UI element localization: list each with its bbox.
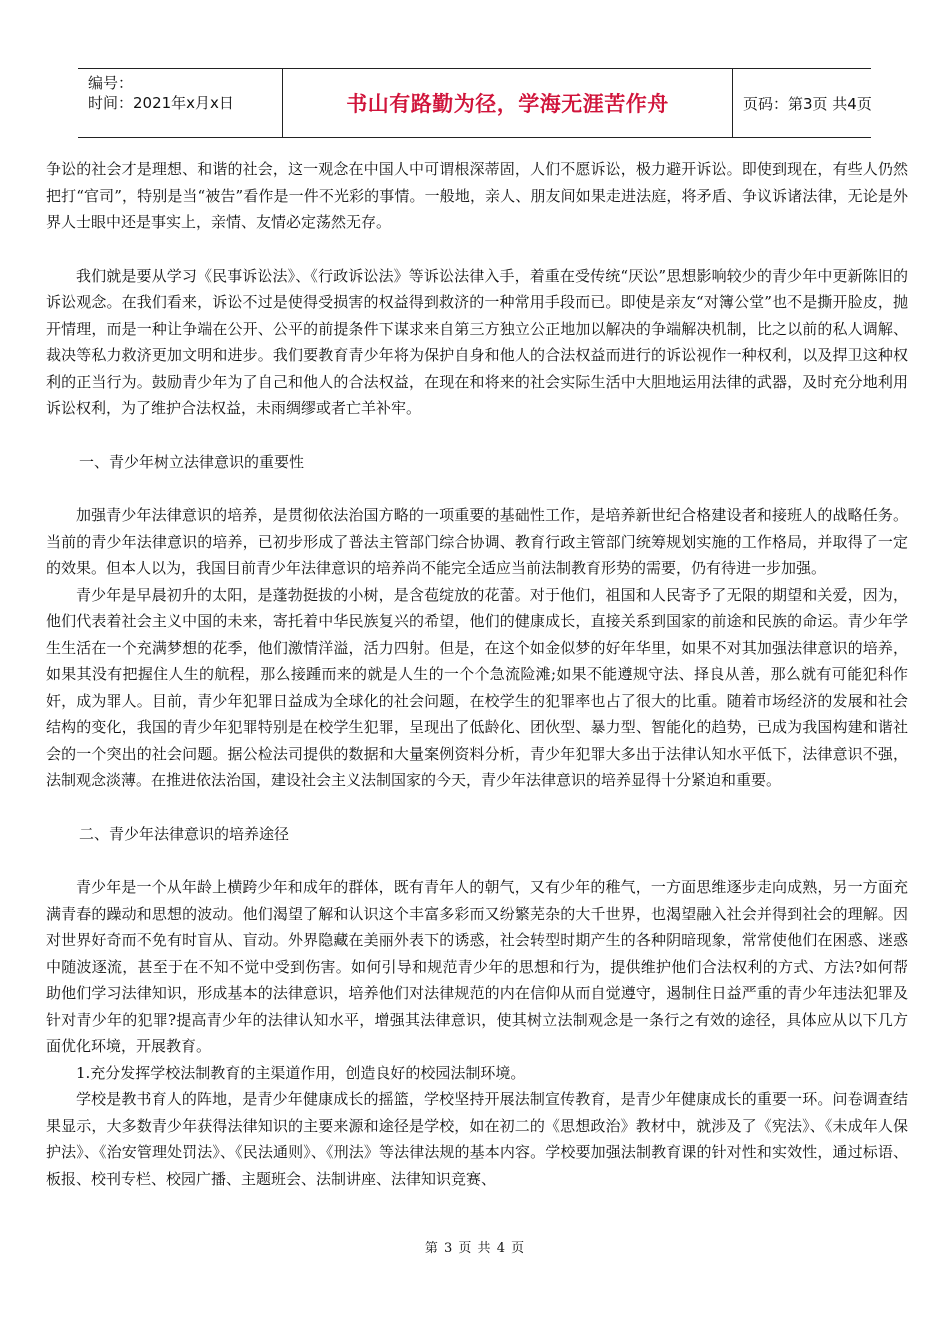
page-footer: 第 3 页 共 4 页 bbox=[424, 1241, 526, 1256]
paragraph-gap bbox=[46, 794, 908, 821]
header-info bbox=[78, 69, 283, 137]
header-page-info bbox=[733, 69, 871, 137]
document-body bbox=[46, 156, 908, 1192]
subsection-heading: 1.充分发挥学校法制教育的主渠道作用，创造良好的校园法制环境。 bbox=[76, 1063, 526, 1082]
paragraph-gap bbox=[46, 236, 908, 263]
document-number: 编号： bbox=[88, 74, 134, 92]
paragraph: 争讼的社会才是理想、和谐的社会，这一观念在中国人中可谓根深蒂固，人们不愿诉讼，极力避开诉讼。即使到现在，有些人仍然把打“官司”，特别是当“被告”看作是一件不光彩的事情。一般地，亲人、朋友间如果走进法庭，将矛盾、争议诉诸法律，无论是外界人士眼中还是事实上，亲情、友情必定荡然无存。 bbox=[46, 160, 908, 231]
page-header bbox=[78, 68, 871, 138]
paragraph: 青少年是一个从年龄上横跨少年和成年的群体，既有青年人的朝气，又有少年的稚气，一方面思维逐步走向成熟，另一方面充满青春的躁动和思想的波动。他们渴望了解和认识这个丰富多彩而又纷繁芜杂的大千世界，也渴望融入社会并得到社会的理解。因对世界好奇而不免有时盲从、盲动。外界隐藏在美丽外表下的诱惑，社会转型时期产生的各种阴暗现象，常常使他们在困惑、迷惑中随波逐流，甚至于在不知不觉中受到伤害。如何引导和规范青少年的思想和行为，提供维护他们合法权利的方式、方法?如何帮助他们学习法律知识，形成基本的法律意识，培养他们对法律规范的内在信仰从而自觉遵守，遏制住日益严重的青少年违法犯罪及针对青少年的犯罪?提高青少年的法律认知水平，增强其法律意识，使其树立法制观念是一条行之有效的途径，具体应从以下几方面优化环境，开展教育。 bbox=[46, 878, 908, 1055]
paragraph-gap bbox=[46, 847, 908, 874]
paragraph-gap bbox=[46, 422, 908, 449]
motto: 书山有路勤为径，学海无涯苦作舟 bbox=[346, 92, 669, 116]
section-heading: 一、青少年树立法律意识的重要性 bbox=[79, 452, 305, 471]
document-date: 时间：2021年x月x日 bbox=[88, 94, 234, 112]
paragraph-gap bbox=[46, 475, 908, 502]
paragraph: 青少年是早晨初升的太阳，是蓬勃挺拔的小树，是含苞绽放的花蕾。对于他们，祖国和人民寄予了无限的期望和关爱，因为，他们代表着社会主义中国的未来，寄托着中华民族复兴的希望，他们的健康成长，直接关系到国家的前途和民族的命运。青少年学生生活在一个充满梦想的花季，他们激情洋溢，活力四射。但是，在这个如金似梦的好年华里，如果不对其加强法律意识的培养，如果其没有把握住人生的航程，那么接踵而来的就是人生的一个个急流险滩;如果不能遵规守法、择良从善，那么就有可能犯科作奸，成为罪人。目前，青少年犯罪日益成为全球化的社会问题，在校学生的犯罪率也占了很大的比重。随着市场经济的发展和社会结构的变化，我国的青少年犯罪特别是在校学生犯罪，呈现出了低龄化、团伙型、暴力型、智能化的趋势，已成为我国构建和谐社会的一个突出的社会问题。据公检法司提供的数据和大量案例资料分析，青少年犯罪大多出于法律认知水平低下，法律意识不强，法制观念淡薄。在推进依法治国，建设社会主义法制国家的今天，青少年法律意识的培养显得十分紧迫和重要。 bbox=[46, 585, 908, 789]
header-motto-cell bbox=[283, 69, 733, 137]
paragraph: 学校是教书育人的阵地，是青少年健康成长的摇篮，学校坚持开展法制宣传教育，是青少年健康成长的重要一环。问卷调查结果显示，大多数青少年获得法律知识的主要来源和途径是学校，如在初二的《思想政治》教材中，就涉及了《宪法》、《未成年人保护法》、《治安管理处罚法》、《民法通则》、《刑法》等法律法规的基本内容。学校要加强法制教育课的针对性和实效性，通过标语、板报、校刊专栏、校园广播、主题班会、法制讲座、法律知识竞赛、 bbox=[46, 1090, 908, 1188]
section-heading: 二、青少年法律意识的培养途径 bbox=[79, 824, 290, 843]
paragraph: 加强青少年法律意识的培养，是贯彻依法治国方略的一项重要的基础性工作，是培养新世纪合格建设者和接班人的战略任务。当前的青少年法律意识的培养，已初步形成了普法主管部门综合协调、教育行政主管部门统筹规划实施的工作格局，并取得了一定的效果。但本人以为，我国目前青少年法律意识的培养尚不能完全适应当前法制教育形势的需要，仍有待进一步加强。 bbox=[46, 506, 908, 577]
page-counter: 页码：第3页 共4页 bbox=[743, 94, 872, 113]
paragraph: 我们就是要从学习《民事诉讼法》、《行政诉讼法》等诉讼法律入手，着重在受传统“厌讼”思想影响较少的青少年中更新陈旧的诉讼观念。在我们看来，诉讼不过是使得受损害的权益得到救济的一种常用手段而已。即使是亲友“对簿公堂”也不是撕开脸皮，抛开情理，而是一种让争端在公开、公平的前提条件下谋求来自第三方独立公正地加以解决的争端解决机制，比之以前的私人调解、裁决等私力救济更加文明和进步。我们要教育青少年将为保护自身和他人的合法权益而进行的诉讼视作一种权利，以及捍卫这种权利的正当行为。鼓励青少年为了自己和他人的合法权益，在现在和将来的社会实际生活中大胆地运用法律的武器，及时充分地利用诉讼权利，为了维护合法权益，未雨绸缪或者亡羊补牢。 bbox=[46, 266, 908, 417]
